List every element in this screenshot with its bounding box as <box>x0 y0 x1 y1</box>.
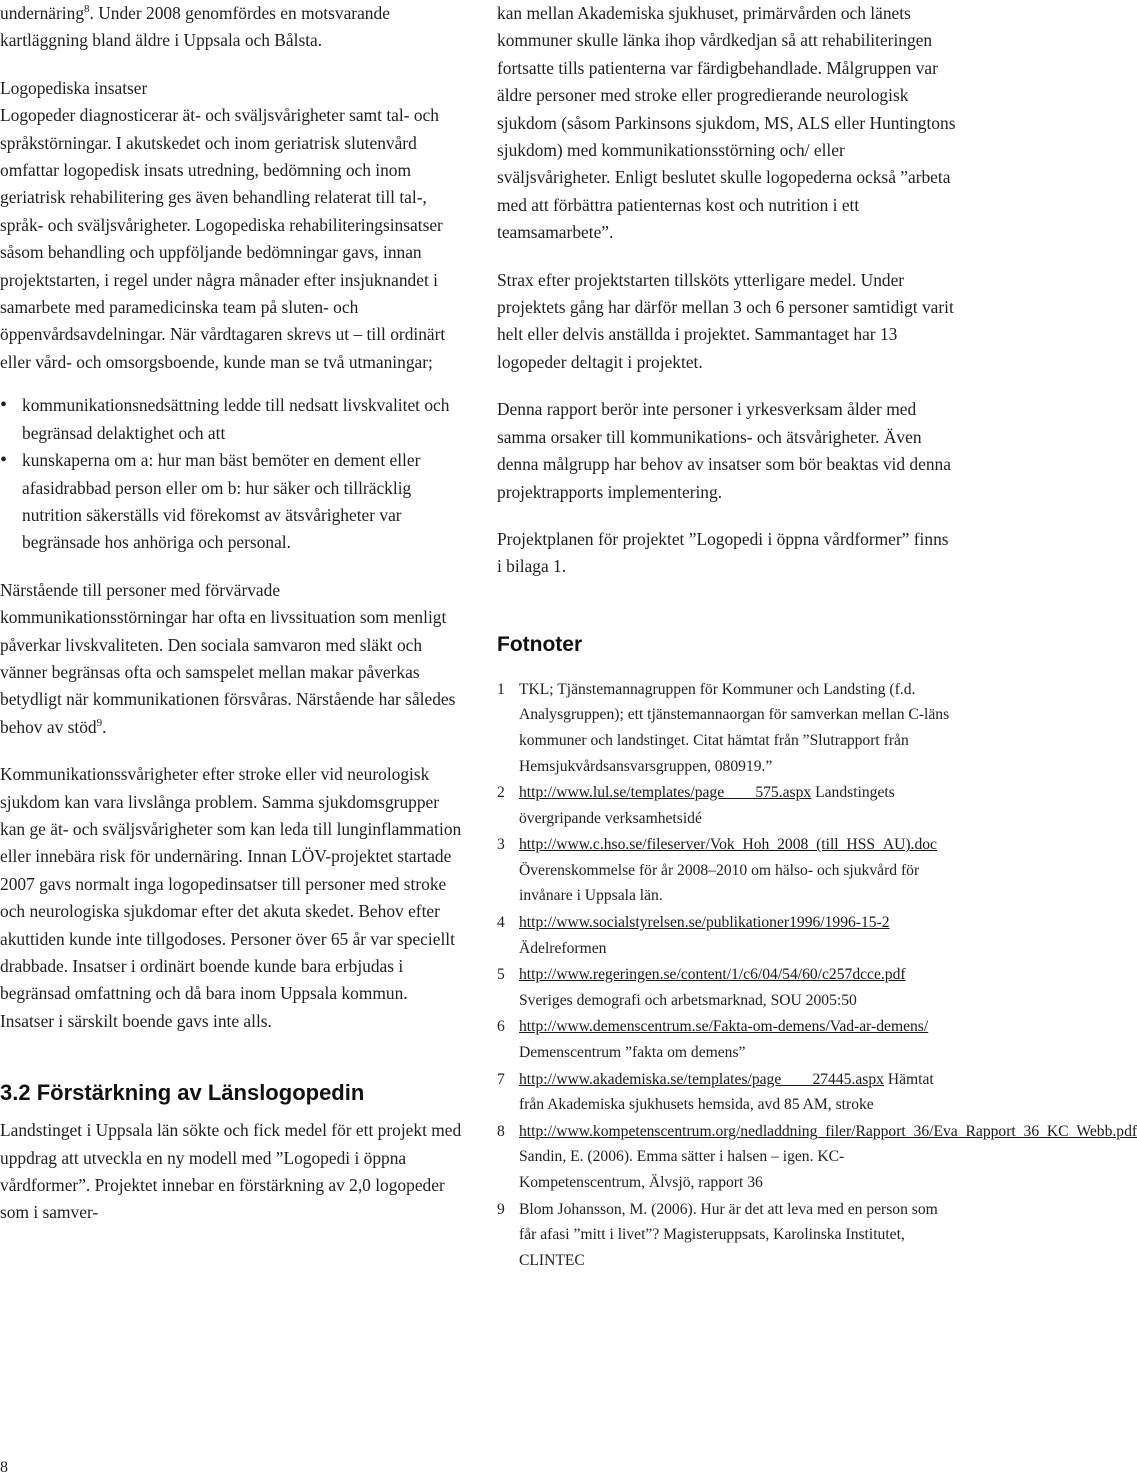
footnote-item <box>497 1119 1137 1196</box>
paragraph-kommunikationssvarigheter: Kommunikationssvårigheter efter stroke eller vid neurologisk sjukdom kan vara livslånga problem. Samma sjukdomsgrupper kan ge ät- och sväljsvårigheter som kan leda till lunginflammation eller innebära risk för undernäring. Innan LÖV-projektet startade 2007 gavs normalt inga logopedinsatser till personer med stroke och neurologiska sjukdomar efter det akuta skedet. Behov efter akuttiden kunde inte tillgodoses. Personer över 65 år var speciellt drabbade. Insatser i ordinärt boende kunde bara erbjudas i begränsad omfattning och då bara inom Uppsala kommun. Insatser i särskilt boende gavs inte alls. <box>0 764 462 1031</box>
paragraph-narstaende <box>0 577 462 741</box>
footnote-item <box>497 677 957 779</box>
section-heading-3-2: 3.2 Förstärkning av Länslogopedin <box>0 1080 365 1106</box>
paragraph-strax: Strax efter projektstarten tillsköts ytterligare medel. Under projektets gång har därför mellan 3 och 6 personer samtidigt varit helt eller delvis anställda i projektet. Sammantaget har 13 logopeder deltagit i projektet. <box>497 269 954 372</box>
footnote-item <box>497 1197 957 1274</box>
footnote-item <box>497 910 957 961</box>
footnote-ref-8[interactable]: 8 <box>84 3 90 16</box>
intro-text: undernäring <box>0 3 85 23</box>
footnote-text: Blom Johansson, M. (2006). Hur är det att leva med en person som får afasi ”mitt i livet”? Magisteruppsats, Karolinska Institutet, CLINTEC <box>519 1200 938 1269</box>
footnote-text: Hämtat från Akademiska sjukhusets hemsida, avd 85 AM, stroke <box>519 1070 934 1114</box>
footnote-text: Demenscentrum ”fakta om demens” <box>519 1044 746 1062</box>
list-item: • kunskaperna om a: hur man bäst bemöter en dement eller afasidrabbad person eller om b: hur säker och tillräcklig nutrition säkerställs vid förekomst av ätsvårigheter var begränsade hos anhöriga och personal. <box>0 447 462 557</box>
footnote-text: Landstingets övergripande verksamhetsidé <box>519 784 895 827</box>
footnote-text: Sandin, E. (2006). Emma sätter i halsen – igen. KC-Kompetenscentrum, Älvsjö, rapport 36 <box>519 1148 845 1191</box>
footnotes-heading: Fotnoter <box>497 632 583 656</box>
footnote-item <box>497 780 957 831</box>
narstaende-end: . <box>102 716 107 737</box>
footnote-link[interactable]: http://www.socialstyrelsen.se/publikationer1996/1996-15-2 <box>519 914 890 932</box>
footnote-number: 3 <box>497 836 505 854</box>
footnote-item <box>497 832 957 909</box>
footnote-number: 7 <box>497 1070 505 1088</box>
paragraph-projektplanen: Projektplanen för projektet ”Logopedi i öppna vårdformer” finns i bilaga 1. <box>497 528 949 577</box>
footnote-number: 2 <box>497 784 505 802</box>
footnote-number: 1 <box>497 680 505 698</box>
narstaende-text: Närstående till personer med förvärvade kommunikationsstörningar har ofta en livssituation som menligt påverkar livskvaliteten. Den sociala samvaron med släkt och vänner begränsas ofta och samspelet mellan makar påverkas betydligt när kommunikationen försvåras. Närstående har således behov av stöd <box>0 579 456 737</box>
footnote-text: Sveriges demografi och arbetsmarknad, SOU 2005:50 <box>519 991 857 1009</box>
paragraph-landstinget: Landstinget i Uppsala län sökte och fick medel för ett projekt med uppdrag att utveckla en ny modell med ”Logopedi i öppna vårdformer”. Projektet innebar en förstärkning av 2,0 logopeder som i samver- <box>0 1120 462 1223</box>
left-column <box>0 0 462 1227</box>
footnote-link[interactable]: http://www.regeringen.se/content/1/c6/04/54/60/c257dcce.pdf <box>519 966 906 984</box>
subheading-logopediska-insatser: Logopediska insatser <box>0 77 148 98</box>
list-item: • kommunikationsnedsättning ledde till nedsatt livskvalitet och begränsad delaktighet och att <box>0 392 462 447</box>
footnote-item <box>497 1067 957 1118</box>
footnote-link[interactable]: http://www.lul.se/templates/page____575.aspx <box>519 784 812 802</box>
paragraph-continued: kan mellan Akademiska sjukhuset, primärvården och länets kommuner skulle länka ihop vårdkedjan så att rehabiliteringen fortsatte tills patienterna var färdigbehandlade. Målgruppen var äldre personer med stroke eller progredierande neurologisk sjukdom (såsom Parkinsons sjukdom, MS, ALS eller Huntingtons sjukdom) med kommunikationsstörning och/ eller sväljsvårigheter. Enligt beslutet skulle logopederna också ”arbeta med att förbättra patienternas kost och nutrition i ett teamsamarbete”. <box>497 3 956 243</box>
footnote-link[interactable]: http://www.c.hso.se/fileserver/Vok_Hoh_2008_(till_HSS_AU).doc <box>519 836 937 854</box>
page-number: 8 <box>0 1459 8 1476</box>
footnote-text: Överenskommelse för år 2008–2010 om hälso- och sjukvård för invånare i Uppsala län. <box>519 861 920 905</box>
footnote-ref-9[interactable]: 9 <box>96 716 103 729</box>
footnotes-list <box>497 677 1137 1274</box>
footnote-item <box>497 1014 957 1065</box>
footnote-text: Ädelreformen <box>519 939 607 957</box>
footnote-number: 6 <box>497 1018 505 1036</box>
footnote-number: 5 <box>497 966 505 984</box>
footnote-item <box>497 962 957 1013</box>
footnote-link[interactable]: http://www.akademiska.se/templates/page____27445.aspx <box>519 1070 884 1088</box>
intro-rest: . Under 2008 genomfördes en motsvarande kartläggning bland äldre i Uppsala och Bålsta. <box>0 3 390 51</box>
paragraph-denna-rapport: Denna rapport berör inte personer i yrkesverksam ålder med samma orsaker till kommunikations- och ätsvårigheter. Även denna målgrupp har behov av insatser som bör beaktas vid denna projektrapports implementering. <box>497 399 951 502</box>
right-column <box>497 0 1137 1274</box>
footnote-number: 9 <box>497 1200 505 1218</box>
challenges-list <box>0 392 462 556</box>
footnote-link[interactable]: http://www.kompetenscentrum.org/nedladdning_filer/Rapport_36/Eva_Rapport_36_KC_Webb.pdf <box>519 1122 1137 1140</box>
footnote-number: 4 <box>497 914 505 932</box>
paragraph-logopediska-insatser: Logopeder diagnosticerar ät- och sväljsvårigheter samt tal- och språkstörningar. I akutskedet och inom geriatrisk slutenvård omfattar logopedisk insats utredning, bedömning och inom geriatrisk rehabilitering ges även behandling relaterat till tal-, språk- och sväljsvårigheter. Logopediska rehabiliteringsinsatser såsom behandling och uppföljande bedömningar gavs, innan projektstarten, i regel under några månader efter insjuknandet i samarbete med paramedicinska team på sluten- och öppenvårdsavdelningar. När vårdtagaren skrevs ut – till ordinärt eller vård- och omsorgsboende, kunde man se två utmaningar; <box>0 105 446 372</box>
footnote-link[interactable]: http://www.demenscentrum.se/Fakta-om-demens/Vad-ar-demens/ <box>519 1018 929 1036</box>
footnote-text: TKL; Tjänstemannagruppen för Kommuner och Landsting (f.d. Analysgruppen); ett tjänstemannaorgan för samverkan mellan C-läns kommuner och landstinget. Citat hämtat från ”Slutrapport från Hemsjukvårdsansvarsgruppen, 080919.” <box>519 680 950 775</box>
footnote-number: 8 <box>497 1122 505 1140</box>
intro-paragraph <box>0 0 462 55</box>
